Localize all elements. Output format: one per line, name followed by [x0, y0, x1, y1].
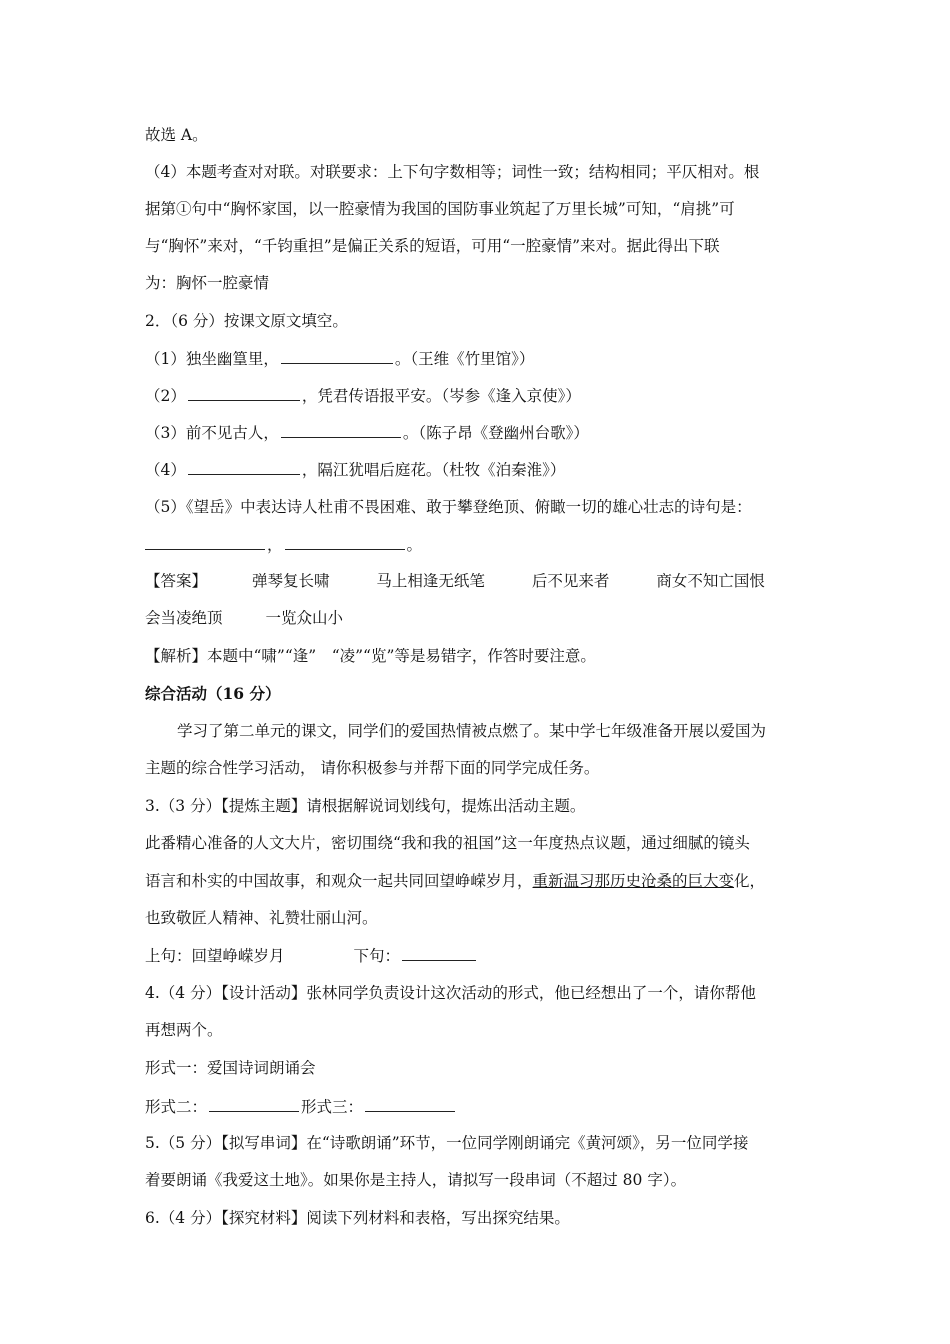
blank-line: [402, 944, 476, 961]
form-two-three: [145, 1095, 825, 1118]
paragraph-line: 主题的综合性学习活动， 请你积极参与并帮下面的同学完成任务。: [145, 759, 600, 777]
answer-line-2: [145, 607, 825, 629]
answer-item: 一览众山小: [265, 609, 343, 627]
text-line: [145, 870, 825, 892]
underlined-sentence: 重新温习那历史沧桑的巨大变: [532, 872, 735, 890]
fill-blank-5-lines: [145, 533, 825, 556]
answer-item: 弹琴复长啸: [251, 572, 330, 590]
question-2-title: 2．（6 分）按课文原文填空。: [145, 312, 348, 330]
blank-line: [188, 458, 300, 475]
fill-blank-2: [145, 384, 825, 407]
question-3-title: 3.（3 分）【提炼主题】请根据解说词划线句，提炼出活动主题。: [145, 797, 586, 815]
text-line: 故选 A。: [145, 126, 208, 144]
answer-item: 后不见来者: [531, 572, 610, 590]
couplet-line: [145, 944, 825, 967]
answer-line: [145, 570, 825, 592]
blank-line: [188, 384, 300, 401]
form-three-label: 形式三：: [301, 1098, 364, 1116]
blank-line: [145, 533, 265, 550]
lower-line-label: 下句：: [353, 947, 400, 965]
text-part: 。（陈子昂《登幽州台歌》）: [402, 424, 589, 442]
text-line: 为：胸怀一腔豪情: [145, 274, 270, 292]
text-part: （3）前不见古人，: [145, 424, 279, 442]
form-two-label: 形式二：: [145, 1098, 208, 1116]
text-part: （1）独坐幽篁里，: [145, 350, 279, 368]
text-part: （4）: [145, 461, 186, 479]
text-part: ，凭君传语报平安。（岑参《逢入京使》）: [301, 387, 581, 405]
fill-blank-5: （5）《望岳》中表达诗人杜甫不畏困难、敢于攀登绝顶、俯瞰一切的雄心壮志的诗句是：: [145, 498, 752, 516]
text-part: ，隔江犹唱后庭花。（杜牧《泊秦淮》）: [301, 461, 566, 479]
question-5-title: 5.（5 分）【拟写串词】在“诗歌朗诵”环节，一位同学刚朗诵完《黄河颂》，另一位同学接: [145, 1134, 749, 1152]
answer-label: 【答案】: [145, 572, 208, 590]
text-part: 化，: [734, 872, 766, 890]
blank-line: [285, 533, 405, 550]
fill-blank-4: [145, 458, 825, 481]
paragraph-line: 学习了第二单元的课文，同学们的爱国热情被点燃了。某中学七年级准备开展以爱国为: [177, 722, 767, 740]
blank-line: [281, 421, 401, 438]
text-line: （4）本题考查对对联。对联要求：上下句字数相等；词性一致；结构相同；平仄相对。根: [145, 163, 760, 181]
blank-line: [281, 347, 393, 364]
question-6-title: 6.（4 分）【探究材料】阅读下列材料和表格，写出探究结果。: [145, 1209, 570, 1227]
text-line: 据第①句中“胸怀家国，以一腔豪情为我国的国防事业筑起了万里长城”可知，“肩挑”可: [145, 200, 735, 218]
text-part: （2）: [145, 387, 186, 405]
form-one: 形式一：爱国诗词朗诵会: [145, 1059, 316, 1077]
text-line: 再想两个。: [145, 1021, 223, 1039]
text-line: 此番精心准备的人文大片，密切围绕“我和我的祖国”这一年度热点议题，通过细腻的镜头: [145, 834, 750, 852]
text-part: ，: [267, 536, 283, 554]
question-4-title: 4.（4 分）【设计活动】张林同学负责设计这次活动的形式，他已经想出了一个，请你帮他: [145, 984, 756, 1002]
analysis-line: 【解析】本题中“啸”“逢” “凌”“览”等是易错字，作答时要注意。: [145, 647, 596, 665]
answer-item: 会当凌绝顶: [145, 609, 223, 627]
blank-line: [365, 1095, 455, 1112]
section-heading: 综合活动（16 分）: [145, 684, 281, 703]
text-line: 着要朗诵《我爱这土地》。如果你是主持人，请拟写一段串词（不超过 80 字）。: [145, 1171, 687, 1189]
answer-item: 商女不知亡国恨: [656, 572, 765, 590]
fill-blank-3: [145, 421, 825, 444]
upper-line-text: 上句：回望峥嵘岁月: [145, 947, 285, 965]
blank-line: [209, 1095, 299, 1112]
answer-item: 马上相逢无纸笔: [376, 572, 485, 590]
text-line: 也致敬匠人精神、礼赞壮丽山河。: [145, 909, 378, 927]
text-line: 与“胸怀”来对，“千钧重担”是偏正关系的短语，可用“一腔豪情”来对。据此得出下联: [145, 237, 720, 255]
text-part: 。（王维《竹里馆》）: [394, 350, 535, 368]
text-part: 。: [406, 536, 423, 554]
fill-blank-1: [145, 347, 825, 370]
text-part: 语言和朴实的中国故事，和观众一起共同回望峥嵘岁月，: [145, 872, 533, 890]
